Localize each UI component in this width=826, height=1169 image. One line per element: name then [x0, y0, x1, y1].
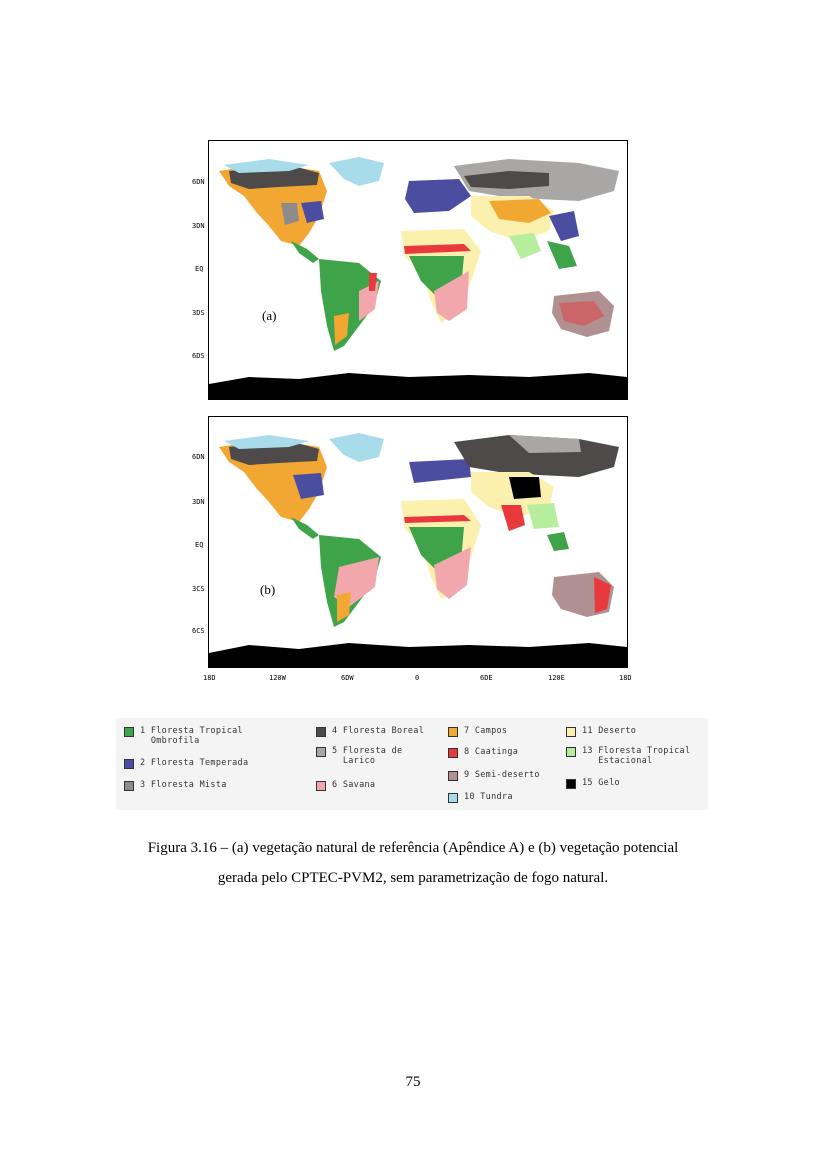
lat-label: 6CS [192, 627, 205, 635]
legend-label: Deserto [598, 726, 637, 736]
legend-label: Floresta Temperada [150, 758, 249, 768]
legend-label: Semi-deserto [474, 770, 540, 780]
lat-label: 3DN [192, 498, 205, 506]
lon-label: 0 [415, 674, 420, 682]
legend-swatch [316, 727, 326, 737]
legend-label: Savana [342, 780, 376, 790]
legend-swatch [124, 727, 134, 737]
world-vegetation-map-b [209, 417, 627, 667]
legend-item [316, 780, 375, 791]
legend-swatch [448, 727, 458, 737]
lon-label: 6DW [341, 674, 354, 682]
legend-num: 13 [582, 746, 593, 756]
legend-swatch [124, 781, 134, 791]
lat-label: 6DN [192, 178, 205, 186]
legend-label: Floresta Mista [150, 780, 227, 790]
lon-label: 120E [548, 674, 565, 682]
legend-item [448, 726, 507, 737]
legend-label: Floresta Boreal [342, 726, 425, 736]
legend-item [448, 792, 513, 803]
legend-item [566, 778, 620, 789]
legend-num: 3 [140, 780, 146, 790]
figure-caption-line1: Figura 3.16 – (a) vegetação natural de referência (Apêndice A) e (b) vegetação potencial [147, 840, 679, 856]
legend-swatch [316, 781, 326, 791]
legend-num: 15 [582, 778, 593, 788]
lat-label: EQ [195, 265, 204, 273]
legend-item [448, 770, 540, 781]
legend-swatch [448, 771, 458, 781]
legend-swatch [566, 779, 576, 789]
legend-num: 1 [140, 726, 146, 736]
legend-item [124, 758, 248, 769]
legend-num: 4 [332, 726, 338, 736]
legend-swatch [448, 793, 458, 803]
legend-num: 2 [140, 758, 146, 768]
legend-item [566, 726, 636, 737]
map-panel-a [208, 140, 628, 400]
lat-label: 3DS [192, 309, 205, 317]
lon-label: 18D [203, 674, 216, 682]
legend-num: 8 [464, 747, 470, 757]
map-panel-b [208, 416, 628, 668]
legend-item [124, 780, 227, 791]
figure-caption-line2: gerada pelo CPTEC-PVM2, sem parametrização de fogo natural. [217, 870, 609, 886]
legend-swatch [316, 747, 326, 757]
legend-label: Floresta Tropical Estacional [598, 746, 691, 766]
legend-num: 9 [464, 770, 470, 780]
legend-swatch [566, 727, 576, 737]
lat-label: 6DS [192, 352, 205, 360]
legend-num: 6 [332, 780, 338, 790]
vegetation-legend [116, 718, 708, 810]
legend-swatch [124, 759, 134, 769]
panel-tag-b: (b) [260, 582, 276, 597]
legend-swatch [448, 748, 458, 758]
page-number: 75 [405, 1074, 421, 1090]
world-vegetation-map-a [209, 141, 627, 399]
lat-label: 3DN [192, 222, 205, 230]
legend-num: 10 [464, 792, 475, 802]
lat-label: EQ [195, 541, 204, 549]
legend-label: Tundra [480, 792, 513, 802]
lon-label: 6DE [480, 674, 493, 682]
legend-label: Floresta de Larico [342, 746, 403, 766]
legend-label: Floresta Tropical Ombrofila [150, 726, 243, 746]
legend-item [316, 726, 424, 737]
legend-label: Caatinga [474, 747, 519, 757]
legend-swatch [566, 747, 576, 757]
legend-item [124, 726, 243, 746]
legend-num: 5 [332, 746, 338, 756]
lat-label: 3CS [192, 585, 205, 593]
legend-num: 7 [464, 726, 470, 736]
lon-label: 18D [619, 674, 632, 682]
legend-label: Gelo [598, 778, 620, 788]
legend-num: 11 [582, 726, 593, 736]
legend-item [448, 747, 518, 758]
legend-label: Campos [474, 726, 508, 736]
lon-label: 120W [269, 674, 286, 682]
legend-item [316, 746, 402, 766]
lat-label: 6DN [192, 453, 205, 461]
legend-item [566, 746, 690, 766]
panel-tag-a: (a) [262, 308, 277, 323]
